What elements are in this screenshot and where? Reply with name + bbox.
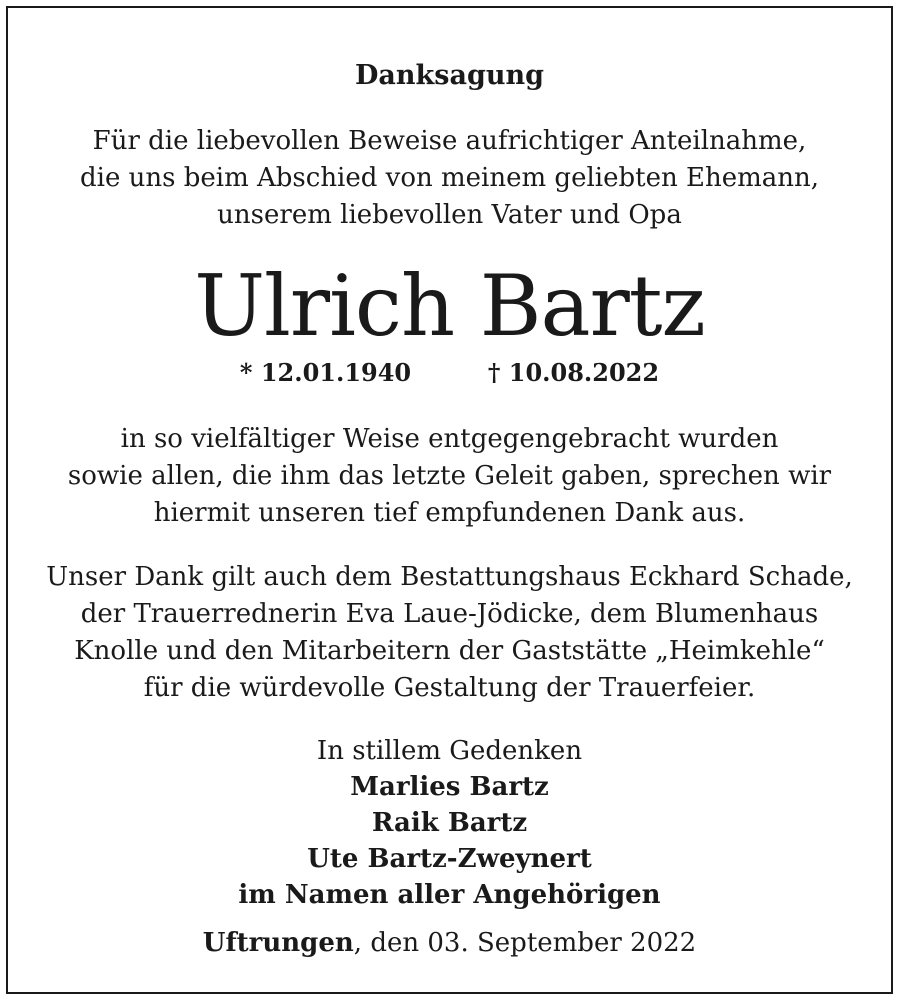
- closing-intro: In stillem Gedenken: [316, 736, 583, 766]
- intro-line: die uns beim Abschied von meinem geliebten Ehemann,: [80, 163, 819, 193]
- date: , den 03. September 2022: [353, 928, 697, 958]
- paragraph2-line: Knolle und den Mitarbeitern der Gaststätte „Heimkehle“: [74, 636, 825, 666]
- paragraph1-line: hiermit unseren tief empfundenen Dank aus.: [153, 498, 746, 528]
- intro-line: Für die liebevollen Beweise aufrichtiger Anteilnahme,: [92, 126, 807, 156]
- life-dates: [8, 358, 891, 387]
- paragraph2-line: für die würdevolle Gestaltung der Trauerfeier.: [143, 673, 756, 703]
- paragraph1-line: in so vielfältiger Weise entgegengebracht wurden: [120, 424, 779, 454]
- place-date: [8, 928, 891, 958]
- intro-line: unserem liebevollen Vater und Opa: [217, 200, 682, 230]
- obituary-frame: [6, 6, 893, 994]
- title: Danksagung: [355, 60, 544, 91]
- paragraph1-line: sowie allen, die ihm das letzte Geleit gaben, sprechen wir: [67, 461, 832, 491]
- place: Uftrungen: [202, 928, 354, 958]
- mourner-name: Raik Bartz: [371, 808, 528, 838]
- mourner-name: im Namen aller Angehörigen: [238, 880, 661, 910]
- mourner-name: Marlies Bartz: [350, 772, 549, 802]
- paragraph2-line: der Trauerrednerin Eva Laue-Jödicke, dem Blumenhaus: [80, 599, 819, 629]
- deceased-name: Ulrich Bartz: [194, 257, 705, 355]
- paragraph2-line: Unser Dank gilt auch dem Bestattungshaus Eckhard Schade,: [46, 562, 853, 592]
- mourner-name: Ute Bartz-Zweynert: [307, 844, 592, 874]
- death-date: † 10.08.2022: [487, 358, 660, 387]
- obituary-content: [8, 8, 891, 992]
- birth-date: * 12.01.1940: [239, 358, 412, 387]
